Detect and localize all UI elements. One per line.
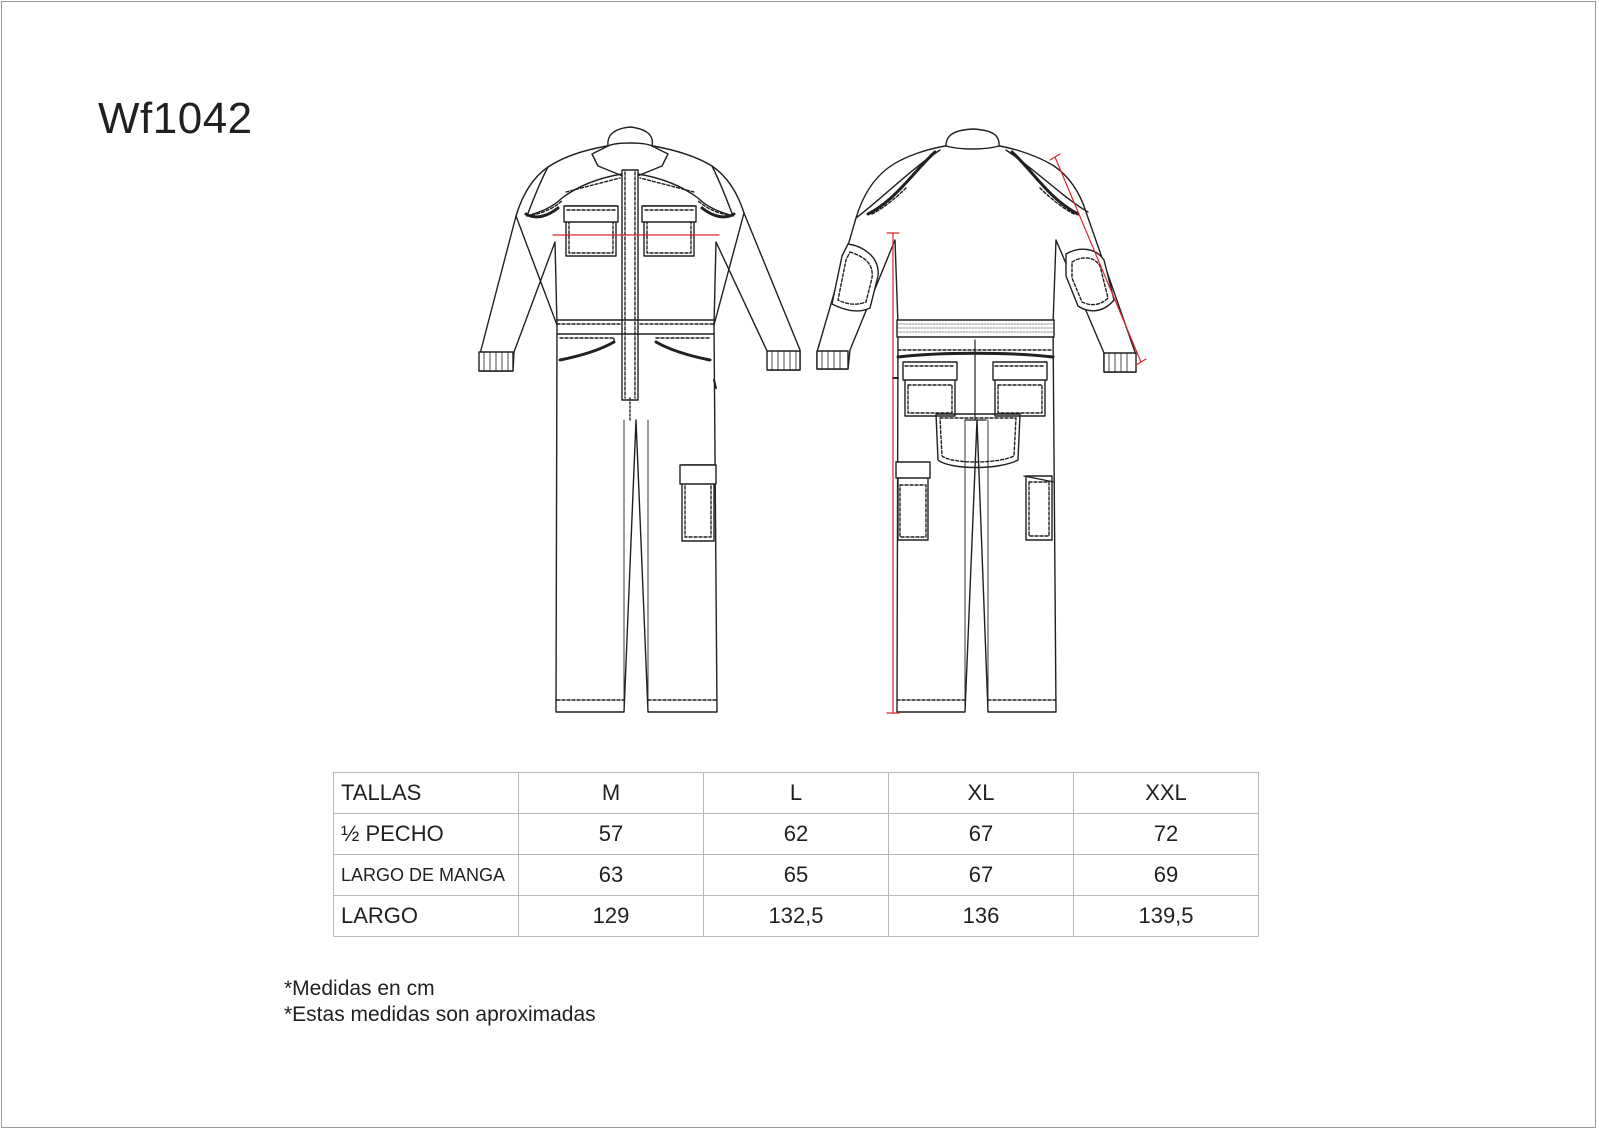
size-header-label: TALLAS — [334, 773, 519, 814]
measure-value: 132,5 — [704, 896, 889, 937]
measure-label: LARGO DE MANGA — [334, 855, 519, 896]
measure-value: 67 — [889, 855, 1074, 896]
measure-value: 139,5 — [1074, 896, 1259, 937]
model-code: Wf1042 — [98, 94, 253, 143]
measure-label: LARGO — [334, 896, 519, 937]
measure-value: 63 — [519, 855, 704, 896]
size-header-cell: XXL — [1074, 773, 1259, 814]
measure-label: ½ PECHO — [334, 814, 519, 855]
table-row — [334, 855, 1259, 896]
measure-value: 57 — [519, 814, 704, 855]
measure-value: 69 — [1074, 855, 1259, 896]
table-row — [334, 814, 1259, 855]
measure-value: 67 — [889, 814, 1074, 855]
table-row — [334, 896, 1259, 937]
measurement-notes — [284, 976, 596, 1028]
front-view — [479, 127, 800, 712]
table-row — [334, 773, 1259, 814]
measure-value: 136 — [889, 896, 1074, 937]
note-units: *Medidas en cm — [284, 977, 435, 1000]
size-chart-table — [333, 772, 1259, 937]
size-header-cell: L — [704, 773, 889, 814]
back-view — [817, 129, 1146, 713]
size-header-cell: XL — [889, 773, 1074, 814]
size-header-cell: M — [519, 773, 704, 814]
note-approximate: *Estas medidas son aproximadas — [284, 1003, 596, 1026]
measure-value: 62 — [704, 814, 889, 855]
measure-value: 65 — [704, 855, 889, 896]
measure-value: 72 — [1074, 814, 1259, 855]
measure-value: 129 — [519, 896, 704, 937]
